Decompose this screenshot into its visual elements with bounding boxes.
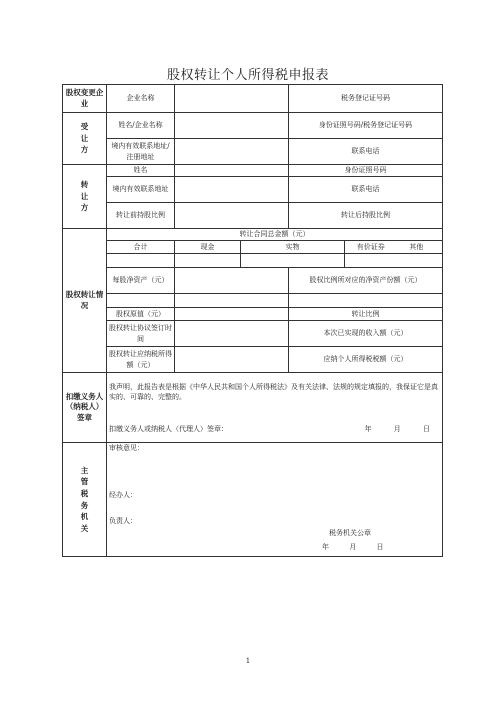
authority-year-label: 年 [322, 543, 329, 551]
withholding-day-label: 日 [423, 425, 430, 434]
authority-section-label: 主 管 税 务 机 关 [63, 443, 107, 557]
authority-row [63, 443, 443, 557]
enterprise-tax-reg-label: 税务登记证号码 [289, 85, 443, 113]
transfer-row-2 [63, 308, 443, 321]
transferor-ratio-after-label: 转让后持股比例 [289, 203, 443, 229]
page-number: 1 [245, 657, 251, 665]
transferee-name-field[interactable] [175, 113, 289, 139]
col-cash-label: 现金 [175, 241, 241, 254]
transfer-row-1 [63, 268, 443, 294]
taxable-income-label: 股权转让应纳税所得额（元） [107, 347, 175, 373]
transferor-section-label: 转 让 方 [63, 165, 107, 229]
amount-values-row [63, 254, 443, 268]
securities-others-amount-field[interactable] [345, 254, 443, 268]
withholding-row [63, 373, 443, 443]
transferor-address-label: 境内有效联系地址 [107, 177, 175, 203]
goods-amount-field[interactable] [241, 254, 345, 268]
total-amount-field[interactable] [107, 254, 175, 268]
authority-month-label: 月 [349, 543, 357, 551]
enterprise-name-field[interactable] [175, 85, 289, 113]
responsible-label: 负责人： [109, 517, 137, 525]
cash-amount-field[interactable] [175, 254, 241, 268]
signature-label: 扣缴义务人或纳税人（代理人）签章： [109, 425, 228, 434]
enterprise-row [63, 85, 443, 113]
page-title: 股权转让个人所得税申报表 [166, 68, 329, 83]
col-total-label: 合计 [107, 241, 175, 254]
enterprise-name-label: 企业名称 [107, 85, 175, 113]
transfer-value-field-1c[interactable] [289, 294, 443, 308]
seal-label: 税务机关公章 [329, 529, 371, 537]
signature-line [109, 424, 440, 434]
transferor-name-field[interactable] [175, 165, 289, 177]
review-opinion-label: 审核意见： [109, 444, 144, 452]
withholding-section-label: 扣缴义务人（纳税人）签章 [63, 373, 107, 443]
authority-day-label: 日 [376, 543, 384, 551]
transferor-row-3 [63, 203, 443, 229]
transfer-section-label: 股权转让情况 [63, 229, 107, 373]
amount-columns-row [63, 241, 443, 254]
agreement-date-field[interactable] [175, 321, 289, 347]
net-asset-per-share-field[interactable] [175, 268, 289, 294]
withholding-month-label: 月 [393, 425, 401, 434]
transferor-id-label: 身份证照号码 [289, 165, 443, 177]
col-others-label: 其他 [409, 242, 424, 251]
transferor-row-1 [63, 165, 443, 177]
net-asset-per-share-label: 每股净资产（元） [107, 268, 175, 294]
col-other-label [345, 241, 443, 254]
original-value-field[interactable] [175, 308, 289, 321]
tax-declaration-form [62, 84, 443, 557]
transferee-name-label: 姓名/企业名称 [107, 113, 175, 139]
transferee-section-label: 受 让 方 [63, 113, 107, 165]
contract-total-label: 转让合同总金额（元） [107, 229, 443, 241]
declaration-text: 我声明，此报告表是根据《中华人民共和国个人所得税法》及有关法律、法规的规定填报的，我保证它是真实的、可靠的、完整的。 [109, 382, 438, 401]
handler-label: 经办人： [109, 491, 137, 499]
col-goods-label: 实物 [241, 241, 345, 254]
transfer-value-field-1a[interactable] [107, 294, 175, 308]
agreement-date-label: 股权转让协议签订时间 [107, 321, 175, 347]
authority-cell [107, 443, 443, 557]
realized-income-label: 本次已实现的收入额（元） [289, 321, 443, 347]
withholding-date [345, 424, 430, 434]
transferee-row-1 [63, 113, 443, 139]
enterprise-section-label: 股权变更企业 [63, 85, 107, 113]
taxable-income-field[interactable] [175, 347, 289, 373]
transfer-value-field-1b[interactable] [175, 294, 289, 308]
col-securities-label: 有价证券 [356, 242, 385, 251]
tax-payable-label: 应纳个人所得税税额（元） [289, 347, 443, 373]
withholding-year-label: 年 [364, 425, 372, 434]
transferee-phone-label: 联系电话 [289, 139, 443, 165]
transfer-ratio-label: 转让比例 [289, 308, 443, 321]
transferee-address-label: 境内有效联系地址/注册地址 [107, 139, 175, 165]
transfer-values-row-1 [63, 294, 443, 308]
transfer-row-4 [63, 347, 443, 373]
transferor-phone-label: 联系电话 [289, 177, 443, 203]
net-asset-share-label: 股权比例所对应的净资产份额（元） [289, 268, 443, 294]
transfer-row-3 [63, 321, 443, 347]
transferee-address-field[interactable] [175, 139, 289, 165]
transferor-name-label: 姓名 [107, 165, 175, 177]
transferor-ratio-before-field[interactable] [175, 203, 289, 229]
transferor-ratio-before-label: 转让前持股比例 [107, 203, 175, 229]
transferee-row-2 [63, 139, 443, 165]
transferor-row-2 [63, 177, 443, 203]
authority-content [107, 443, 442, 556]
declaration-cell [107, 373, 443, 443]
authority-date [322, 542, 401, 552]
transferor-address-field[interactable] [175, 177, 289, 203]
original-value-label: 股权原值（元） [107, 308, 175, 321]
transferee-id-label: 身份证照号码/税务登记证号码 [289, 113, 443, 139]
transfer-contract-header-row [63, 229, 443, 241]
